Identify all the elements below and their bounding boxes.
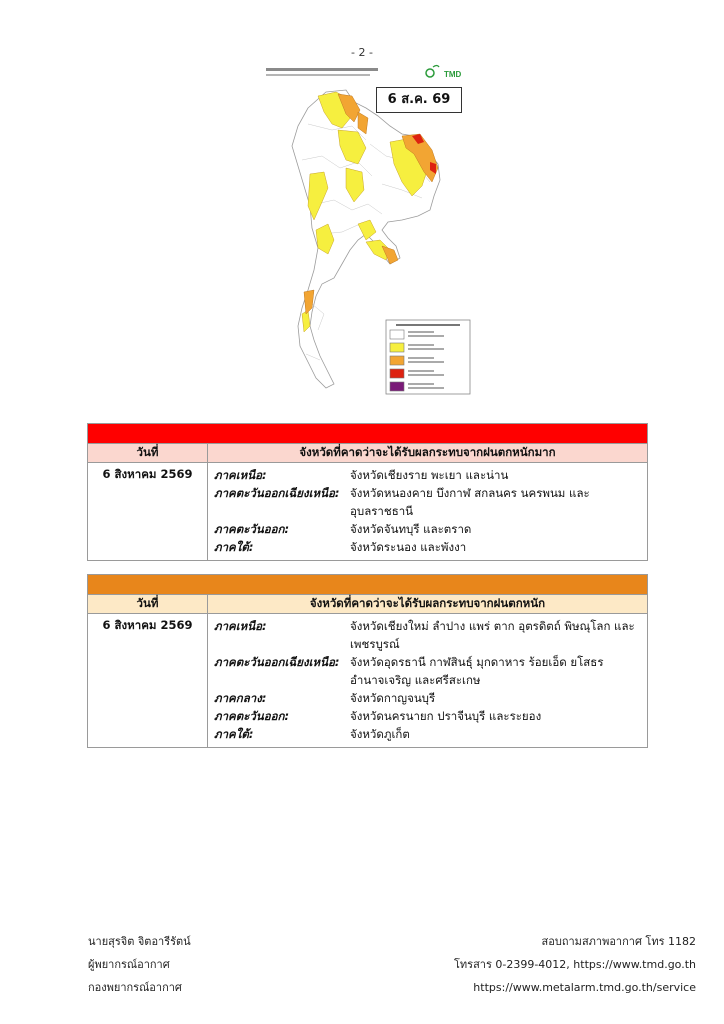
- page-number: - 2 -: [351, 46, 373, 59]
- legend-swatch-level1: [390, 343, 404, 352]
- heavy-region-provinces: จังหวัดจันทบุรี และตราด: [350, 522, 472, 536]
- map-title-line: [266, 68, 378, 71]
- moderate-rain-table: [87, 574, 648, 748]
- heavy-region-provinces: จังหวัดเชียงราย พะเยา และน่าน: [350, 468, 509, 482]
- moderate-region-name: ภาคตะวันออกเฉียงเหนือ:: [214, 655, 340, 669]
- heavy-col-date: วันที่: [88, 444, 208, 463]
- contact-metalarm-link[interactable]: https://www.metalarm.tmd.go.th/service: [473, 981, 696, 994]
- heavy-region-provinces: จังหวัดหนองคาย บึงกาฬ สกลนคร นครพนม และอุบลราชธานี: [350, 486, 590, 518]
- heavy-region-name: ภาคใต้:: [214, 540, 254, 554]
- map-legend: [386, 320, 470, 394]
- moderate-region-name: ภาคกลาง:: [214, 691, 267, 705]
- moderate-date: 6 สิงหาคม 2569: [88, 614, 208, 748]
- heavy-col-provinces: จังหวัดที่คาดว่าจะได้รับผลกระทบจากฝนตกหนักมาก: [208, 444, 648, 463]
- moderate-region-name: ภาคใต้:: [214, 727, 254, 741]
- heavy-region-row: [214, 520, 641, 538]
- moderate-region-provinces: จังหวัดนครนายก ปราจีนบุรี และระยอง: [350, 709, 542, 723]
- moderate-region-row: [214, 707, 641, 725]
- heavy-regions: [208, 463, 648, 561]
- moderate-region-name: ภาคตะวันออก:: [214, 709, 290, 723]
- contact-phone: สอบถามสภาพอากาศ โทร 1182: [541, 935, 696, 948]
- moderate-col-provinces: จังหวัดที่คาดว่าจะได้รับผลกระทบจากฝนตกหนัก: [208, 595, 648, 614]
- legend-swatch-level4: [390, 382, 404, 391]
- contact-fax-website[interactable]: โทรสาร 0-2399-4012, https://www.tmd.go.th: [454, 958, 696, 971]
- heavy-region-row: [214, 466, 641, 484]
- moderate-col-date: วันที่: [88, 595, 208, 614]
- legend-swatch-level2: [390, 356, 404, 365]
- forecaster-division: กองพยากรณ์อากาศ: [88, 981, 182, 994]
- heavy-region-name: ภาคเหนือ:: [214, 468, 267, 482]
- heavy-region-row: [214, 538, 641, 556]
- rain-risk-map: [262, 64, 474, 398]
- legend-swatch-no-risk: [390, 330, 404, 339]
- heavy-region-name: ภาคตะวันออก:: [214, 522, 290, 536]
- moderate-rain-band: [88, 575, 648, 595]
- moderate-region-row: [214, 689, 641, 707]
- moderate-region-row: [214, 725, 641, 743]
- map-subtitle-line: [266, 74, 370, 76]
- forecaster-title: ผู้พยากรณ์อากาศ: [88, 958, 170, 971]
- tmd-logo: [426, 66, 462, 80]
- heavy-region-row: [214, 484, 641, 520]
- heavy-date: 6 สิงหาคม 2569: [88, 463, 208, 561]
- heavy-rain-band: [88, 424, 648, 444]
- tmd-logo-text: TMD: [444, 70, 462, 79]
- moderate-region-name: ภาคเหนือ:: [214, 619, 267, 633]
- footer-forecaster: [88, 930, 191, 999]
- heavy-region-name: ภาคตะวันออกเฉียงเหนือ:: [214, 486, 340, 500]
- moderate-region-provinces: จังหวัดเชียงใหม่ ลำปาง แพร่ ตาก อุตรดิตถ์ พิษณุโลก และเพชรบูรณ์: [350, 619, 635, 651]
- moderate-region-provinces: จังหวัดภูเก็ต: [350, 727, 410, 741]
- moderate-region-provinces: จังหวัดอุดรธานี กาฬสินธุ์ มุกดาหาร ร้อยเอ็ด ยโสธร อำนาจเจริญ และศรีสะเกษ: [350, 655, 604, 687]
- forecaster-name: นายสุรจิต จิตอารีรัตน์: [88, 935, 191, 948]
- legend-swatch-level3: [390, 369, 404, 378]
- moderate-region-row: [214, 653, 641, 689]
- map-svg: [262, 64, 474, 398]
- moderate-region-provinces: จังหวัดกาญจนบุรี: [350, 691, 436, 705]
- map-date-label: 6 ส.ค. 69: [376, 87, 462, 113]
- heavy-rain-table: [87, 423, 648, 561]
- moderate-region-row: [214, 617, 641, 653]
- footer-contact: [454, 930, 696, 999]
- heavy-region-provinces: จังหวัดระนอง และพังงา: [350, 540, 467, 554]
- moderate-regions: [208, 614, 648, 748]
